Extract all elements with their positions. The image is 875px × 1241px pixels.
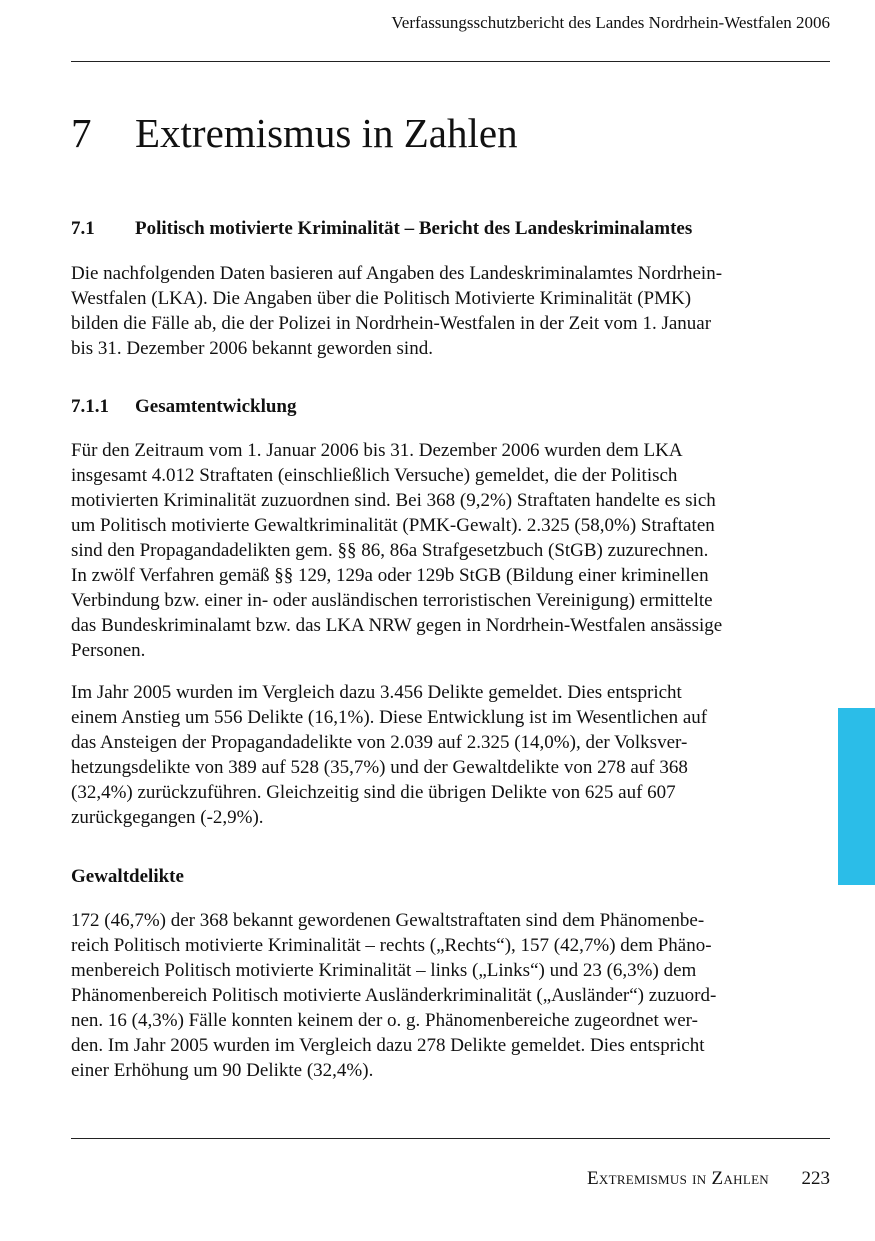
paragraph-gesamtentwicklung-2 [71, 680, 811, 830]
paragraph-gesamtentwicklung-1 [71, 438, 811, 663]
text-line: das Ansteigen der Propagandadelikte von 2.039 auf 2.325 (14,0%), der Volksver- [71, 732, 688, 753]
text-line: einer Erhöhung um 90 Delikte (32,4%). [71, 1060, 374, 1081]
footer-chapter-title: Extremismus in Zahlen [586, 1168, 769, 1189]
text-line: In zwölf Verfahren gemäß §§ 129, 129a oder 129b StGB (Bildung einer kriminellen [71, 565, 709, 586]
page-number: 223 [801, 1168, 830, 1189]
text-line: sind den Propagandadelikten gem. §§ 86, 86a Strafgesetzbuch (StGB) zuzurechnen. [71, 540, 709, 561]
footer-rule [71, 1138, 830, 1139]
text-line: Westfalen (LKA). Die Angaben über die Politisch Motivierte Kriminalität (PMK) [71, 288, 692, 309]
text-line: Für den Zeitraum vom 1. Januar 2006 bis 31. Dezember 2006 wurden dem LKA [71, 440, 683, 461]
text-line: den. Im Jahr 2005 wurden im Vergleich dazu 278 Delikte gemeldet. Dies entspricht [71, 1035, 705, 1056]
running-header: Verfassungsschutzbericht des Landes Nordrhein-Westfalen 2006 [391, 13, 830, 32]
section-heading-7-1-1 [71, 395, 297, 419]
text-line: bilden die Fälle ab, die der Polizei in Nordrhein-Westfalen in der Zeit vom 1. Januar [71, 313, 712, 334]
text-line: einem Anstieg um 556 Delikte (16,1%). Diese Entwicklung ist im Wesentlichen auf [71, 707, 708, 728]
text-line: Personen. [71, 640, 146, 661]
text-line: bis 31. Dezember 2006 bekannt geworden sind. [71, 338, 433, 359]
text-line: insgesamt 4.012 Straftaten (einschließlich Versuche) gemeldet, die der Politisch [71, 465, 678, 486]
chapter-number: 7 [71, 110, 92, 156]
chapter-title: Extremismus in Zahlen [135, 110, 518, 156]
text-line: nen. 16 (4,3%) Fälle konnten keinem der o. g. Phänomenbereiche zugeordnet wer- [71, 1010, 698, 1031]
text-line: Die nachfolgenden Daten basieren auf Angaben des Landeskriminalamtes Nordrhein- [71, 263, 723, 284]
text-line: 172 (46,7%) der 368 bekannt gewordenen Gewaltstraftaten sind dem Phänomenbe- [71, 910, 705, 931]
text-line: das Bundeskriminalamt bzw. das LKA NRW gegen in Nordrhein-Westfalen ansässige [71, 615, 723, 636]
header-rule [71, 61, 830, 62]
text-line: hetzungsdelikte von 389 auf 528 (35,7%) und der Gewaltdelikte von 278 auf 368 [71, 757, 688, 778]
section-title: Gesamtentwicklung [135, 396, 297, 417]
section-title: Politisch motivierte Kriminalität – Bericht des Landeskriminalamtes [135, 218, 693, 239]
section-heading-7-1 [71, 217, 692, 241]
chapter-heading [71, 108, 518, 158]
section-number: 7.1.1 [71, 396, 109, 417]
text-line: reich Politisch motivierte Kriminalität – rechts („Rechts“), 157 (42,7%) dem Phäno- [71, 935, 712, 956]
text-line: menbereich Politisch motivierte Kriminalität – links („Links“) und 23 (6,3%) dem [71, 960, 697, 981]
text-line: Phänomenbereich Politisch motivierte Ausländerkriminalität („Ausländer“) zuzuord- [71, 985, 717, 1006]
chapter-side-tab [838, 708, 875, 885]
paragraph-gewaltdelikte [71, 908, 811, 1083]
subheading-gewaltdelikte: Gewaltdelikte [71, 866, 184, 887]
text-line: Im Jahr 2005 wurden im Vergleich dazu 3.456 Delikte gemeldet. Dies entspricht [71, 682, 682, 703]
text-line: um Politisch motivierte Gewaltkriminalität (PMK-Gewalt). 2.325 (58,0%) Straftaten [71, 515, 715, 536]
text-line: Verbindung bzw. einer in- oder ausländischen terroristischen Vereinigung) ermittelte [71, 590, 713, 611]
section-number: 7.1 [71, 218, 95, 239]
paragraph-intro [71, 261, 811, 361]
text-line: zurückgegangen (-2,9%). [71, 807, 264, 828]
text-line: (32,4%) zurückzuführen. Gleichzeitig sind die übrigen Delikte von 625 auf 607 [71, 782, 676, 803]
text-line: motivierten Kriminalität zuzuordnen sind. Bei 368 (9,2%) Straftaten handelte es sich [71, 490, 716, 511]
